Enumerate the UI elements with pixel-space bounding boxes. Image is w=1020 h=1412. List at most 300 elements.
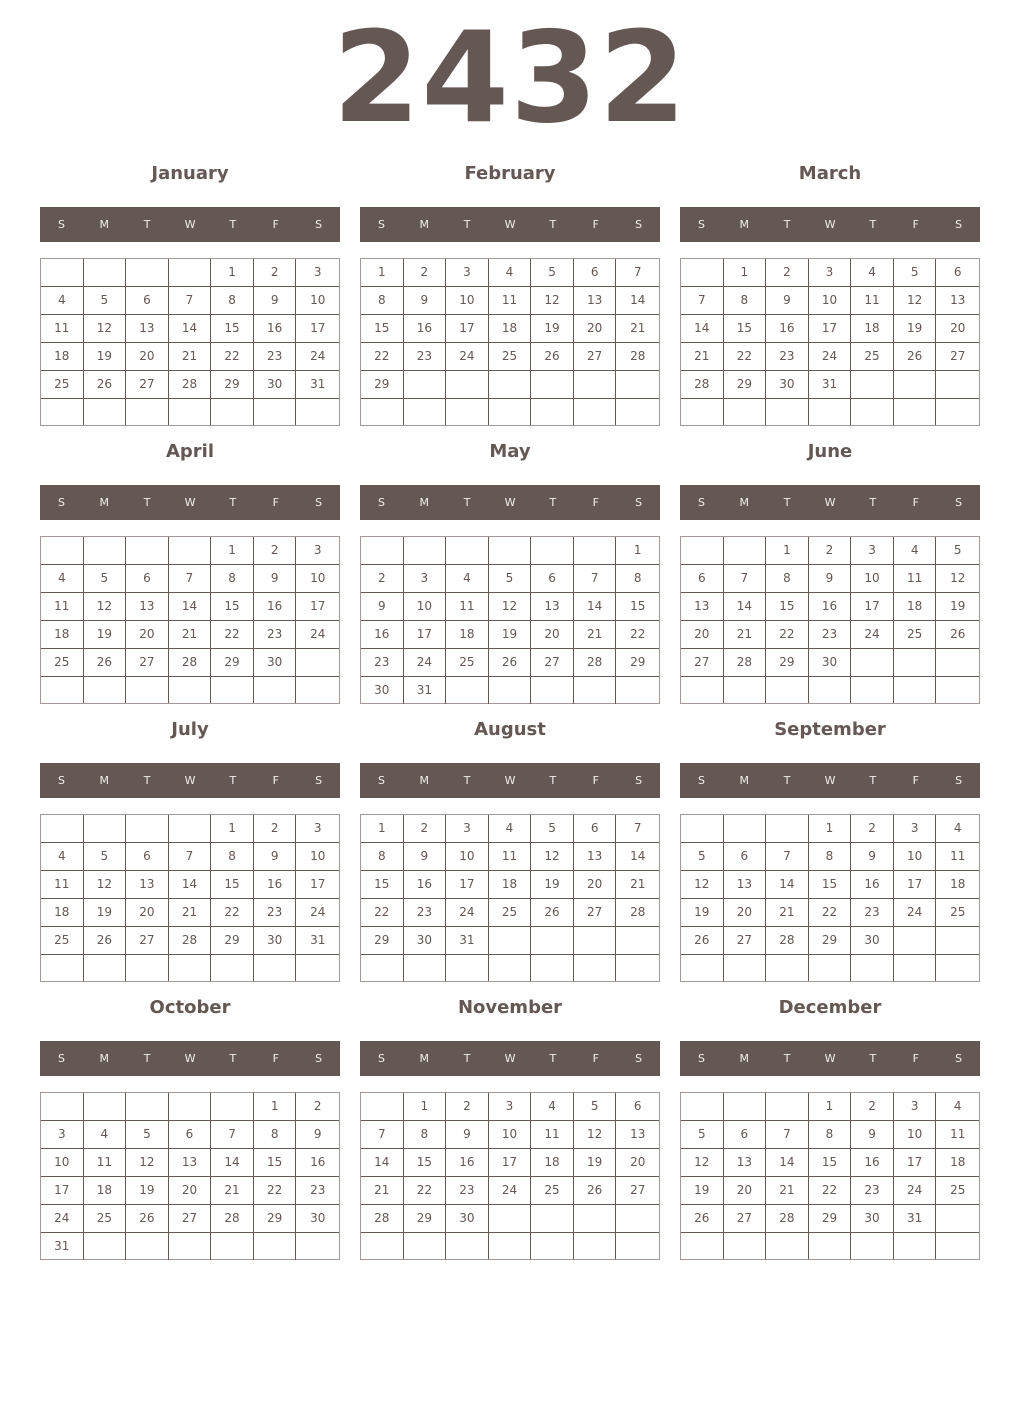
day-cell: 12 — [489, 593, 532, 621]
day-cell: 24 — [296, 899, 339, 927]
day-cell — [361, 537, 404, 565]
weekday-header — [360, 485, 660, 520]
day-cell: 3 — [296, 815, 339, 843]
day-cell: 18 — [894, 593, 937, 621]
day-cell: 13 — [724, 1149, 767, 1177]
day-cell — [616, 955, 659, 981]
day-cell: 10 — [446, 843, 489, 871]
day-cell: 2 — [254, 815, 297, 843]
month-march — [680, 155, 980, 427]
weekday-header — [360, 763, 660, 798]
weekday-header — [360, 1041, 660, 1076]
day-cell: 5 — [84, 843, 127, 871]
day-cell: 31 — [809, 371, 852, 399]
day-cell: 26 — [936, 621, 979, 649]
day-cell: 6 — [126, 565, 169, 593]
day-cell: 21 — [574, 621, 617, 649]
weekday-header — [680, 207, 980, 242]
day-cell — [724, 955, 767, 981]
day-cell: 14 — [169, 871, 212, 899]
day-cell — [489, 371, 532, 399]
month-title: September — [774, 719, 886, 740]
weekday-label: W — [504, 774, 516, 787]
day-cell — [126, 399, 169, 425]
day-cell: 25 — [489, 899, 532, 927]
day-cell: 15 — [211, 315, 254, 343]
day-cell: 26 — [84, 371, 127, 399]
weekday-label: M — [739, 774, 750, 787]
day-cell: 1 — [254, 1093, 297, 1121]
day-cell: 2 — [809, 537, 852, 565]
month-may — [360, 433, 660, 705]
day-cell — [681, 259, 724, 287]
day-cell: 18 — [84, 1177, 127, 1205]
weekday-label: S — [377, 1052, 385, 1065]
day-cell: 30 — [851, 927, 894, 955]
day-cell: 6 — [574, 815, 617, 843]
day-cell: 6 — [531, 565, 574, 593]
weekday-header — [40, 485, 340, 520]
weekday-header — [360, 207, 660, 242]
day-cell — [724, 677, 767, 703]
weekday-label: F — [912, 1052, 919, 1065]
day-cell: 15 — [211, 593, 254, 621]
day-cell: 7 — [169, 843, 212, 871]
day-cell: 1 — [361, 259, 404, 287]
day-cell — [681, 1233, 724, 1259]
day-cell: 17 — [809, 315, 852, 343]
day-cell: 20 — [936, 315, 979, 343]
day-cell: 26 — [126, 1205, 169, 1233]
day-cell: 5 — [894, 259, 937, 287]
day-cell — [809, 399, 852, 425]
day-cell: 17 — [894, 1149, 937, 1177]
day-cell — [169, 1233, 212, 1260]
day-cell: 19 — [84, 899, 127, 927]
day-cell — [809, 677, 852, 703]
day-cell: 21 — [616, 315, 659, 343]
day-cell: 13 — [169, 1149, 212, 1177]
day-cell: 4 — [41, 843, 84, 871]
day-cell: 2 — [361, 565, 404, 593]
day-cell: 21 — [211, 1177, 254, 1205]
weekday-label: F — [592, 218, 599, 231]
day-cell: 2 — [851, 815, 894, 843]
day-cell: 14 — [766, 1149, 809, 1177]
day-cell — [851, 677, 894, 703]
day-cell: 1 — [724, 259, 767, 287]
day-cell: 24 — [446, 899, 489, 927]
day-cell: 18 — [851, 315, 894, 343]
weekday-header — [680, 1041, 980, 1076]
weekday-label: S — [635, 496, 643, 509]
day-cell: 16 — [404, 315, 447, 343]
weekday-label: T — [463, 774, 471, 787]
day-cell: 25 — [446, 649, 489, 677]
day-cell: 29 — [809, 927, 852, 955]
day-cell: 24 — [894, 899, 937, 927]
weekday-label: S — [315, 496, 323, 509]
day-cell: 2 — [254, 259, 297, 287]
weekday-label: T — [783, 496, 791, 509]
day-cell: 9 — [851, 843, 894, 871]
day-cell: 27 — [126, 927, 169, 955]
day-cell — [84, 1093, 127, 1121]
month-february — [360, 155, 660, 427]
day-cell: 12 — [84, 593, 127, 621]
day-cell: 21 — [616, 871, 659, 899]
day-cell: 30 — [361, 677, 404, 704]
day-cell: 23 — [254, 621, 297, 649]
day-cell: 21 — [169, 899, 212, 927]
day-cell: 20 — [126, 899, 169, 927]
weekday-label: M — [419, 774, 430, 787]
day-cell — [446, 1233, 489, 1259]
day-cell — [574, 399, 617, 425]
day-cell — [616, 399, 659, 425]
day-cell — [84, 259, 127, 287]
day-cell: 23 — [296, 1177, 339, 1205]
day-cell: 25 — [489, 343, 532, 371]
day-cell: 24 — [851, 621, 894, 649]
day-cell: 8 — [616, 565, 659, 593]
month-title: February — [464, 163, 556, 184]
day-cell: 25 — [851, 343, 894, 371]
day-cell: 26 — [84, 649, 127, 677]
day-cell: 2 — [296, 1093, 339, 1121]
day-cell: 7 — [616, 259, 659, 287]
day-cell — [489, 955, 532, 981]
day-cell: 23 — [404, 899, 447, 927]
day-cell — [574, 677, 617, 704]
day-cell: 28 — [616, 899, 659, 927]
day-cell: 13 — [531, 593, 574, 621]
day-cell — [531, 677, 574, 704]
day-cell: 27 — [616, 1177, 659, 1205]
day-cell: 21 — [766, 1177, 809, 1205]
day-cell: 23 — [404, 343, 447, 371]
day-cell: 31 — [446, 927, 489, 955]
day-cell: 30 — [254, 927, 297, 955]
weekday-label: M — [419, 218, 430, 231]
weekday-label: F — [272, 1052, 279, 1065]
day-cell: 19 — [681, 899, 724, 927]
day-cell: 9 — [404, 843, 447, 871]
day-cell: 16 — [851, 1149, 894, 1177]
day-cell — [41, 537, 84, 565]
day-cell: 13 — [126, 315, 169, 343]
day-grid — [360, 536, 660, 704]
day-cell: 31 — [41, 1233, 84, 1260]
weekday-label: W — [504, 218, 516, 231]
day-cell — [169, 815, 212, 843]
day-cell — [211, 399, 254, 425]
day-cell: 12 — [84, 871, 127, 899]
day-cell: 11 — [531, 1121, 574, 1149]
day-cell: 28 — [681, 371, 724, 399]
day-cell: 4 — [446, 565, 489, 593]
day-cell: 26 — [531, 343, 574, 371]
day-cell — [851, 399, 894, 425]
day-cell: 6 — [724, 1121, 767, 1149]
day-cell — [936, 677, 979, 703]
day-cell: 1 — [211, 259, 254, 287]
day-cell: 11 — [41, 871, 84, 899]
day-cell — [169, 955, 212, 981]
day-cell — [574, 537, 617, 565]
weekday-label: S — [57, 774, 65, 787]
day-cell — [531, 927, 574, 955]
day-cell: 29 — [616, 649, 659, 677]
day-cell: 12 — [84, 315, 127, 343]
day-cell: 28 — [169, 371, 212, 399]
day-cell — [936, 1205, 979, 1233]
day-cell — [169, 1093, 212, 1121]
month-december — [680, 989, 980, 1261]
day-cell — [126, 1093, 169, 1121]
weekday-label: T — [143, 218, 151, 231]
day-cell: 15 — [211, 871, 254, 899]
day-cell: 1 — [809, 1093, 852, 1121]
day-cell — [489, 677, 532, 704]
day-cell: 23 — [254, 899, 297, 927]
day-cell — [126, 1233, 169, 1260]
day-cell — [446, 955, 489, 981]
day-cell — [489, 537, 532, 565]
day-cell: 16 — [851, 871, 894, 899]
day-cell: 5 — [531, 815, 574, 843]
day-cell: 3 — [809, 259, 852, 287]
day-cell: 29 — [211, 927, 254, 955]
day-cell: 13 — [574, 287, 617, 315]
day-cell: 4 — [936, 815, 979, 843]
day-cell — [616, 1233, 659, 1259]
day-cell: 11 — [41, 593, 84, 621]
day-cell — [361, 955, 404, 981]
weekday-label: T — [783, 1052, 791, 1065]
day-cell: 14 — [724, 593, 767, 621]
day-cell: 13 — [936, 287, 979, 315]
weekday-label: T — [229, 1052, 237, 1065]
day-cell — [361, 1093, 404, 1121]
weekday-header — [40, 763, 340, 798]
weekday-label: S — [955, 774, 963, 787]
day-cell: 3 — [489, 1093, 532, 1121]
day-cell: 22 — [616, 621, 659, 649]
day-cell: 12 — [126, 1149, 169, 1177]
weekday-label: W — [184, 218, 196, 231]
month-january — [40, 155, 340, 427]
day-cell: 18 — [531, 1149, 574, 1177]
day-cell: 18 — [41, 899, 84, 927]
day-cell: 24 — [296, 621, 339, 649]
day-cell: 22 — [211, 343, 254, 371]
day-cell — [681, 1093, 724, 1121]
day-cell: 5 — [489, 565, 532, 593]
weekday-label: T — [143, 774, 151, 787]
weekday-label: M — [419, 496, 430, 509]
day-cell: 2 — [404, 259, 447, 287]
day-cell: 9 — [766, 287, 809, 315]
weekday-label: F — [272, 774, 279, 787]
day-cell: 29 — [809, 1205, 852, 1233]
day-cell: 12 — [894, 287, 937, 315]
day-cell — [211, 677, 254, 703]
day-cell: 22 — [809, 1177, 852, 1205]
day-cell: 27 — [126, 371, 169, 399]
weekday-label: S — [635, 218, 643, 231]
day-cell: 18 — [489, 871, 532, 899]
day-cell — [936, 927, 979, 955]
day-cell: 22 — [809, 899, 852, 927]
day-cell: 16 — [766, 315, 809, 343]
day-cell: 21 — [361, 1177, 404, 1205]
weekday-label: S — [697, 1052, 705, 1065]
day-cell: 26 — [489, 649, 532, 677]
day-cell: 11 — [936, 843, 979, 871]
day-cell: 14 — [211, 1149, 254, 1177]
day-cell: 16 — [254, 593, 297, 621]
day-cell: 9 — [809, 565, 852, 593]
day-cell: 22 — [766, 621, 809, 649]
day-cell: 18 — [41, 343, 84, 371]
day-cell: 30 — [254, 649, 297, 677]
day-cell: 13 — [126, 593, 169, 621]
day-cell — [361, 1233, 404, 1259]
weekday-label: M — [419, 1052, 430, 1065]
day-cell — [84, 815, 127, 843]
day-cell: 29 — [211, 649, 254, 677]
day-cell: 3 — [894, 1093, 937, 1121]
month-title: November — [457, 997, 563, 1018]
day-cell: 27 — [574, 343, 617, 371]
day-cell: 15 — [809, 871, 852, 899]
day-cell: 6 — [724, 843, 767, 871]
day-cell: 7 — [766, 843, 809, 871]
day-cell: 24 — [41, 1205, 84, 1233]
day-cell: 19 — [681, 1177, 724, 1205]
day-cell: 21 — [681, 343, 724, 371]
day-grid — [40, 814, 340, 982]
day-cell: 11 — [489, 287, 532, 315]
day-cell: 6 — [574, 259, 617, 287]
day-cell: 13 — [574, 843, 617, 871]
day-cell — [404, 1233, 447, 1259]
day-cell: 3 — [446, 815, 489, 843]
day-cell: 13 — [724, 871, 767, 899]
day-cell: 31 — [296, 371, 339, 399]
day-cell — [851, 1233, 894, 1259]
day-cell: 2 — [766, 259, 809, 287]
day-cell: 9 — [254, 565, 297, 593]
weekday-label: T — [229, 218, 237, 231]
day-cell: 7 — [211, 1121, 254, 1149]
day-cell: 24 — [489, 1177, 532, 1205]
day-cell: 15 — [404, 1149, 447, 1177]
weekday-label: S — [57, 218, 65, 231]
day-cell — [724, 399, 767, 425]
day-cell: 11 — [489, 843, 532, 871]
day-cell: 25 — [41, 927, 84, 955]
day-cell: 19 — [936, 593, 979, 621]
day-cell: 8 — [809, 1121, 852, 1149]
day-cell: 7 — [724, 565, 767, 593]
day-cell — [724, 537, 767, 565]
day-cell: 26 — [574, 1177, 617, 1205]
day-cell: 24 — [446, 343, 489, 371]
weekday-label: T — [229, 774, 237, 787]
day-cell — [254, 1233, 297, 1260]
weekday-label: S — [697, 774, 705, 787]
day-cell: 26 — [894, 343, 937, 371]
month-title: August — [474, 719, 546, 740]
day-cell: 15 — [361, 315, 404, 343]
weekday-label: M — [739, 1052, 750, 1065]
day-cell: 21 — [169, 343, 212, 371]
day-cell: 28 — [574, 649, 617, 677]
day-cell: 20 — [126, 343, 169, 371]
weekday-label: T — [549, 1052, 557, 1065]
day-cell: 29 — [361, 927, 404, 955]
year-title: 2432 — [332, 4, 688, 151]
weekday-label: M — [99, 496, 110, 509]
day-cell: 1 — [766, 537, 809, 565]
day-cell — [84, 537, 127, 565]
day-cell: 19 — [84, 343, 127, 371]
weekday-label: T — [549, 218, 557, 231]
weekday-label: W — [184, 774, 196, 787]
day-cell: 8 — [809, 843, 852, 871]
day-cell: 25 — [936, 899, 979, 927]
day-cell: 26 — [84, 927, 127, 955]
day-cell: 30 — [446, 1205, 489, 1233]
weekday-label: S — [57, 496, 65, 509]
day-cell: 27 — [169, 1205, 212, 1233]
day-cell: 6 — [126, 287, 169, 315]
weekday-label: F — [272, 496, 279, 509]
day-cell: 5 — [84, 287, 127, 315]
day-cell: 12 — [681, 1149, 724, 1177]
day-cell: 8 — [211, 565, 254, 593]
day-cell: 8 — [724, 287, 767, 315]
weekday-label: F — [592, 496, 599, 509]
day-cell: 7 — [616, 815, 659, 843]
day-cell: 20 — [724, 899, 767, 927]
day-cell — [254, 399, 297, 425]
day-cell: 29 — [254, 1205, 297, 1233]
month-title: January — [151, 163, 229, 184]
month-november — [360, 989, 660, 1261]
day-cell: 11 — [84, 1149, 127, 1177]
day-cell: 31 — [296, 927, 339, 955]
month-title: March — [798, 163, 862, 184]
weekday-label: F — [912, 218, 919, 231]
month-august — [360, 711, 660, 983]
day-cell — [211, 1233, 254, 1260]
weekday-label: F — [592, 774, 599, 787]
day-cell: 2 — [851, 1093, 894, 1121]
day-cell: 17 — [296, 871, 339, 899]
day-cell: 20 — [169, 1177, 212, 1205]
weekday-label: W — [824, 218, 836, 231]
day-cell: 4 — [894, 537, 937, 565]
day-cell: 27 — [126, 649, 169, 677]
day-cell — [531, 537, 574, 565]
day-cell — [84, 1233, 127, 1260]
day-cell: 17 — [404, 621, 447, 649]
day-cell: 9 — [254, 843, 297, 871]
day-cell: 19 — [489, 621, 532, 649]
